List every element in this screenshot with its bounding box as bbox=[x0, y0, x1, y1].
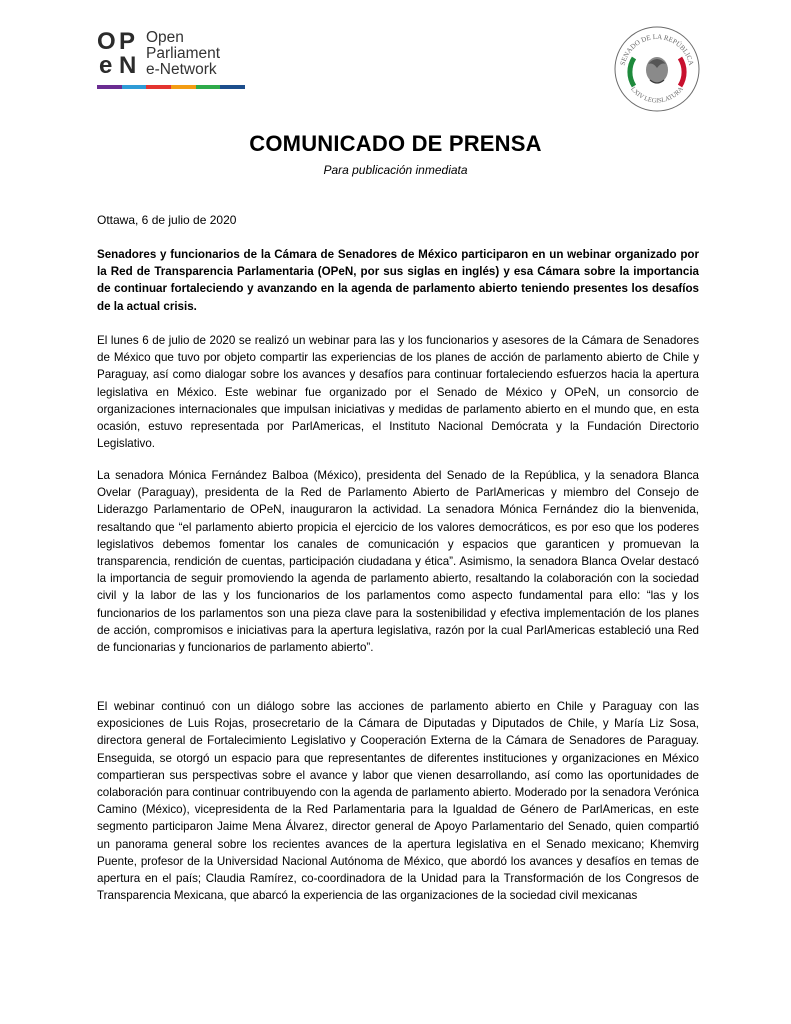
logo-bar-segment bbox=[122, 85, 147, 89]
open-parliament-logo bbox=[97, 30, 267, 92]
page-title: COMUNICADO DE PRENSA bbox=[249, 131, 542, 156]
logo-wordmark bbox=[146, 30, 220, 78]
logo-bar-segment bbox=[171, 85, 196, 89]
logo-bar-segment bbox=[97, 85, 122, 89]
logo-letter: e bbox=[99, 52, 112, 79]
body-paragraph bbox=[97, 332, 699, 452]
paragraph-text: El lunes 6 de julio de 2020 se realizó un webinar para las y los funcionarios y asesores de la Cámara de Senadores de México que tuvo por objeto compartir las experiencias de los planes de acción de parlamento abierto de Chile y Paraguay, así como dialogar sobre los avances y desafíos para continuar fortaleciendo esfuerzos hacia la apertura legislativa en México. Este webinar fue organizado por el Senado de México y OPeN, un consorcio de organizaciones internacionales que impulsan iniciativas y medidas de parlamento abierto en el mundo que, en esta ocasión, estuvo representada por ParlAmericas, el Instituto Nacional Demócrata y la Fundación Directorio Legislativo. bbox=[97, 334, 699, 451]
logo-line: Parliament bbox=[146, 45, 221, 62]
dateline: Ottawa, 6 de julio de 2020 bbox=[97, 213, 237, 227]
body-paragraph bbox=[97, 467, 699, 656]
lead-paragraph bbox=[97, 246, 699, 315]
lead-text: Senadores y funcionarios de la Cámara de Senadores de México participaron en un webinar organizado por la Red de Transparencia Parlamentaria (OPeN, por sus siglas en inglés) y esa Cámara sobre la importancia de continuar fortaleciendo y avanzando en la agenda de parlamento abierto teniendo presentes los desafíos de la actual crisis. bbox=[97, 248, 699, 313]
logo-letter: O bbox=[97, 28, 115, 55]
paragraph-text: El webinar continuó con un diálogo sobre las acciones de parlamento abierto en Chile y Paraguay con las exposiciones de Luis Rojas, prosecretario de la Cámara de Diputadas y Diputados de Chile, y María Liz Sosa, directora general de Fortalecimiento Legislativo y Cooperación Externa de la Cámara de Senadores de Paraguay. Enseguida, se otorgó un espacio para que representantes de diferentes instituciones y organizaciones en México compartieran sus perspectivas sobre el avance y labor que vienen desarrollando, así como las oportunidades de colaboración para continuar contribuyendo con la agenda de parlamento abierto. Moderado por la senadora Verónica Camino (México), vicepresidenta de la Red Parlamentaria para la Igualdad de Género de ParlAmericas, en este segmento participaron Jaime Mena Álvarez, director general de Apoyo Parlamentario del Senado, quien compartió un panorama general sobre los recientes avances de la apertura legislativa en el Senado mexicano; Khemvirg Puente, profesor de la Universidad Nacional Autónoma de México, que abordó los avances y desafíos en temas de apertura en el país; Claudia Ramírez, co-coordinadora de la Unidad para la Transformación de los Congresos de Transparencia Mexicana, que abarcó la experiencia de las organizaciones de la sociedad civil mexicanas bbox=[97, 700, 699, 903]
logo-letter: P bbox=[119, 28, 135, 55]
logo-bar-segment bbox=[220, 85, 245, 89]
senate-seal bbox=[612, 24, 702, 114]
logo-line: Open bbox=[146, 29, 184, 46]
eagle-icon bbox=[646, 57, 668, 83]
body-paragraph bbox=[97, 698, 699, 904]
logo-bar-segment bbox=[146, 85, 171, 89]
seal-top-text: SENADO DE LA REPÚBLICA bbox=[618, 32, 696, 67]
paragraph-text: La senadora Mónica Fernández Balboa (México), presidenta del Senado de la República, y la senadora Blanca Ovelar (Paraguay), presidenta de la Red de Parlamento Abierto de ParlAmericas y miembro del Consejo de Liderazgo Parlamentario de OPeN, inauguraron la actividad. La senadora Mónica Fernández dio la bienvenida, resaltando que “el parlamento abierto propicia el ejercicio de los valores democráticos, es por eso que los poderes legislativos debemos fomentar los canales de comunicación y espacios que garanticen y promuevan la transparencia, rendición de cuentas, participación ciudadana y ética”. Asimismo, la senadora Blanca Ovelar destacó la importancia de seguir promoviendo la agenda de parlamento abierto, resaltando la colaboración con la sociedad civil y la labor de las y los funcionarios de los parlamentos como aspecto fundamental para ello: “las y los funcionarios de los parlamentos son una pieza clave para la sostenibilidad y efectiva implementación de los planes de acción, compromisos e iniciativas para la apertura legislativa, razón por la cual ParlAmericas estableció una Red de funcionarias y funcionarios de parlamento abierto”. bbox=[97, 469, 699, 655]
logo-bar-segment bbox=[196, 85, 221, 89]
logo-monogram bbox=[97, 28, 143, 79]
logo-line: e-Network bbox=[146, 61, 217, 78]
svg-text:LXIV LEGISLATURA bbox=[629, 85, 685, 104]
seal-bottom-text: LXIV LEGISLATURA bbox=[629, 85, 685, 105]
logo-color-bar bbox=[97, 85, 245, 89]
page-subtitle: Para publicación inmediata bbox=[323, 163, 468, 177]
logo-letter: N bbox=[119, 52, 136, 79]
